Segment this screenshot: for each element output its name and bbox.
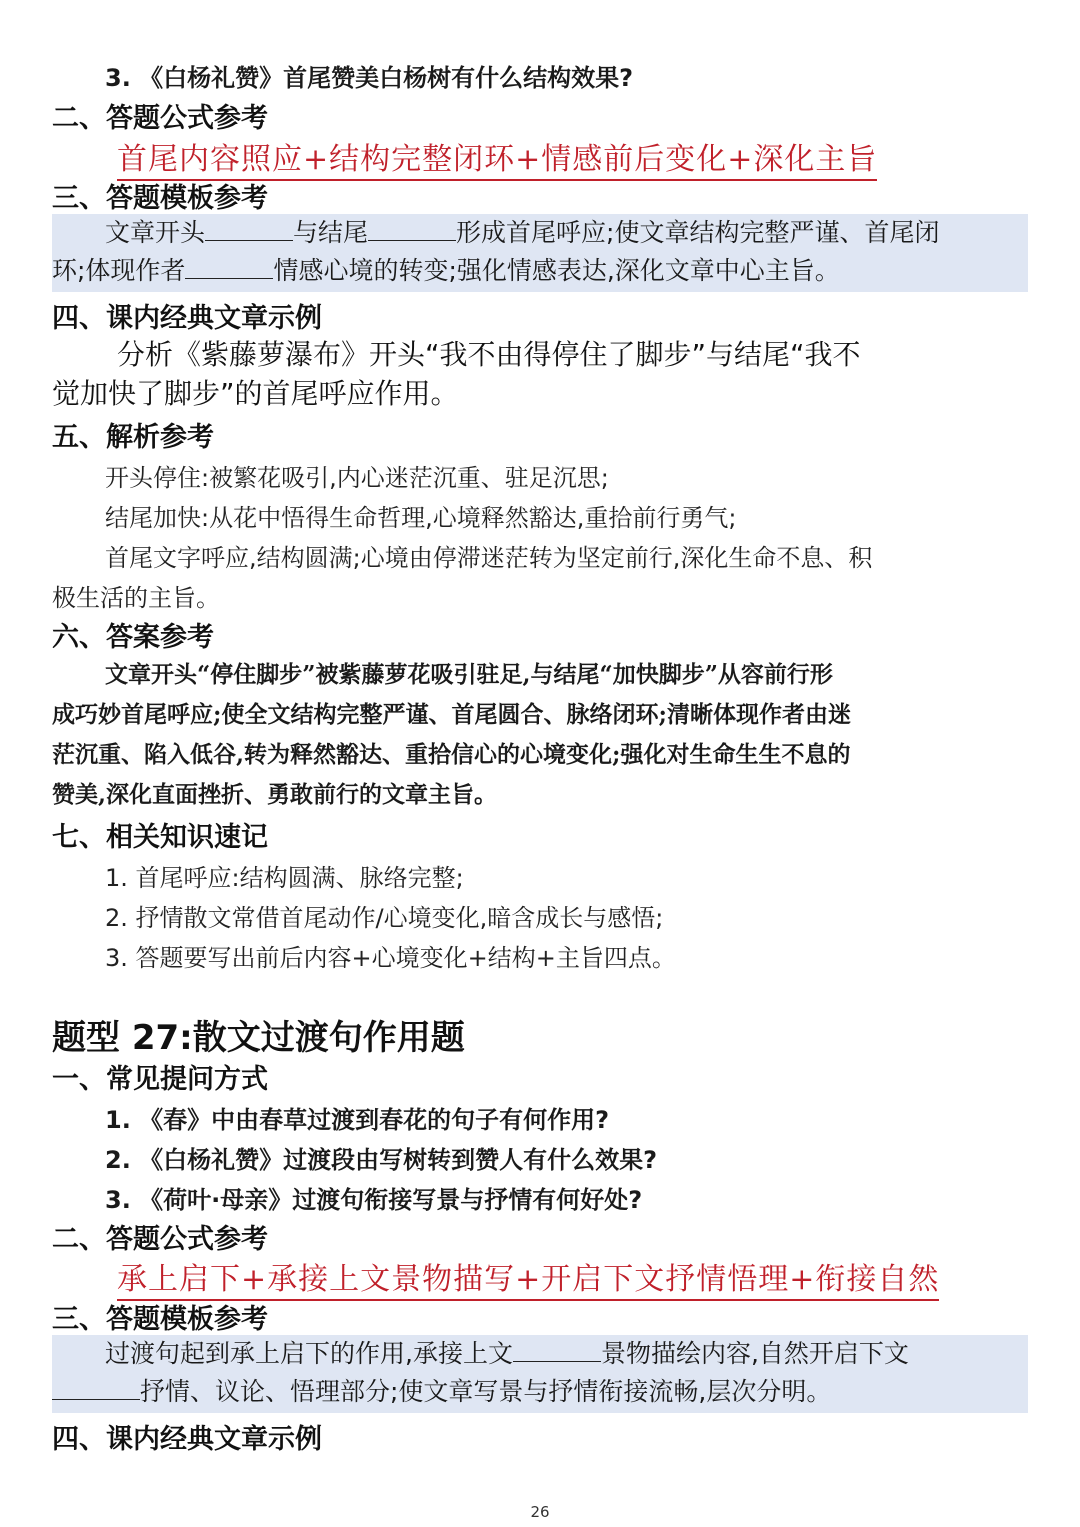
template-text: 景物描绘内容,自然开启下文 <box>600 1339 909 1368</box>
heading-example: 四、课内经典文章示例 <box>52 1424 322 1455</box>
answer-line: 赞美,深化直面挫折、勇敢前行的文章主旨。 <box>52 781 498 808</box>
analysis-line: 开头停住:被繁花吸引,内心迷茫沉重、驻足沉思; <box>105 464 609 492</box>
answer-line: 成巧妙首尾呼应;使全文结构完整严谨、首尾圆合、脉络闭环;清晰体现作者由迷 <box>52 701 851 728</box>
heading-knowledge: 七、相关知识速记 <box>52 822 268 853</box>
section-title: 题型 27:散文过渡句作用题 <box>52 1018 465 1058</box>
analysis-line: 极生活的主旨。 <box>52 584 220 612</box>
question-item: 3. 《荷叶·母亲》过渡句衔接写景与抒情有何好处? <box>105 1186 643 1214</box>
page-number: 26 <box>530 1503 550 1521</box>
heading-template: 三、答题模板参考 <box>52 1304 268 1335</box>
fill-blank <box>513 1339 601 1362</box>
knowledge-item: 2. 抒情散文常借首尾动作/心境变化,暗含成长与感悟; <box>105 904 664 932</box>
answer-line: 文章开头“停住脚步”被紫藤萝花吸引驻足,与结尾“加快脚步”从容前行形 <box>105 661 833 688</box>
heading-questions: 一、常见提问方式 <box>52 1064 268 1095</box>
knowledge-item: 1. 首尾呼应:结构圆满、脉络完整; <box>105 864 464 892</box>
template-text: 抒情、议论、悟理部分;使文章写景与抒情衔接流畅,层次分明。 <box>140 1377 832 1406</box>
heading-formula: 二、答题公式参考 <box>52 103 268 134</box>
knowledge-item: 3. 答题要写出前后内容+心境变化+结构+主旨四点。 <box>105 944 676 972</box>
formula-text: 首尾内容照应+结构完整闭环+情感前后变化+深化主旨 <box>117 134 877 181</box>
formula-text: 承上启下+承接上文景物描写+开启下文抒情悟理+衔接自然 <box>117 1254 939 1301</box>
fill-blank <box>368 218 456 241</box>
heading-example: 四、课内经典文章示例 <box>52 303 322 334</box>
heading-analysis: 五、解析参考 <box>52 422 214 453</box>
template-text: 与结尾 <box>293 218 369 247</box>
fill-blank <box>205 218 293 241</box>
question-item: 2. 《白杨礼赞》过渡段由写树转到赞人有什么效果? <box>105 1146 658 1174</box>
analysis-line: 首尾文字呼应,结构圆满;心境由停滞迷茫转为坚定前行,深化生命不息、积 <box>105 544 873 572</box>
template-text: 形成首尾呼应;使文章结构完整严谨、首尾闭 <box>456 218 940 247</box>
template-text: 情感心境的转变;强化情感表达,深化文章中心主旨。 <box>273 256 840 285</box>
template-text: 文章开头 <box>105 218 206 247</box>
question-item: 1. 《春》中由春草过渡到春花的句子有何作用? <box>105 1106 610 1134</box>
fill-blank <box>52 1377 140 1400</box>
analysis-line: 结尾加快:从花中悟得生命哲理,心境释然豁达,重拾前行勇气; <box>105 504 737 532</box>
template-box <box>52 1335 1028 1413</box>
template-text: 环;体现作者 <box>52 256 186 285</box>
heading-answer: 六、答案参考 <box>52 622 214 653</box>
example-text: 分析《紫藤萝瀑布》开头“我不由得停住了脚步”与结尾“我不 <box>117 338 861 371</box>
fill-blank <box>185 256 273 279</box>
example-text: 觉加快了脚步”的首尾呼应作用。 <box>52 377 459 410</box>
heading-formula: 二、答题公式参考 <box>52 1224 268 1255</box>
template-box <box>52 214 1028 292</box>
question-3: 3. 《白杨礼赞》首尾赞美白杨树有什么结构效果? <box>105 64 634 92</box>
answer-line: 茫沉重、陷入低谷,转为释然豁达、重拾信心的心境变化;强化对生命生生不息的 <box>52 741 851 768</box>
heading-template: 三、答题模板参考 <box>52 183 268 214</box>
template-text: 过渡句起到承上启下的作用,承接上文 <box>105 1339 513 1368</box>
